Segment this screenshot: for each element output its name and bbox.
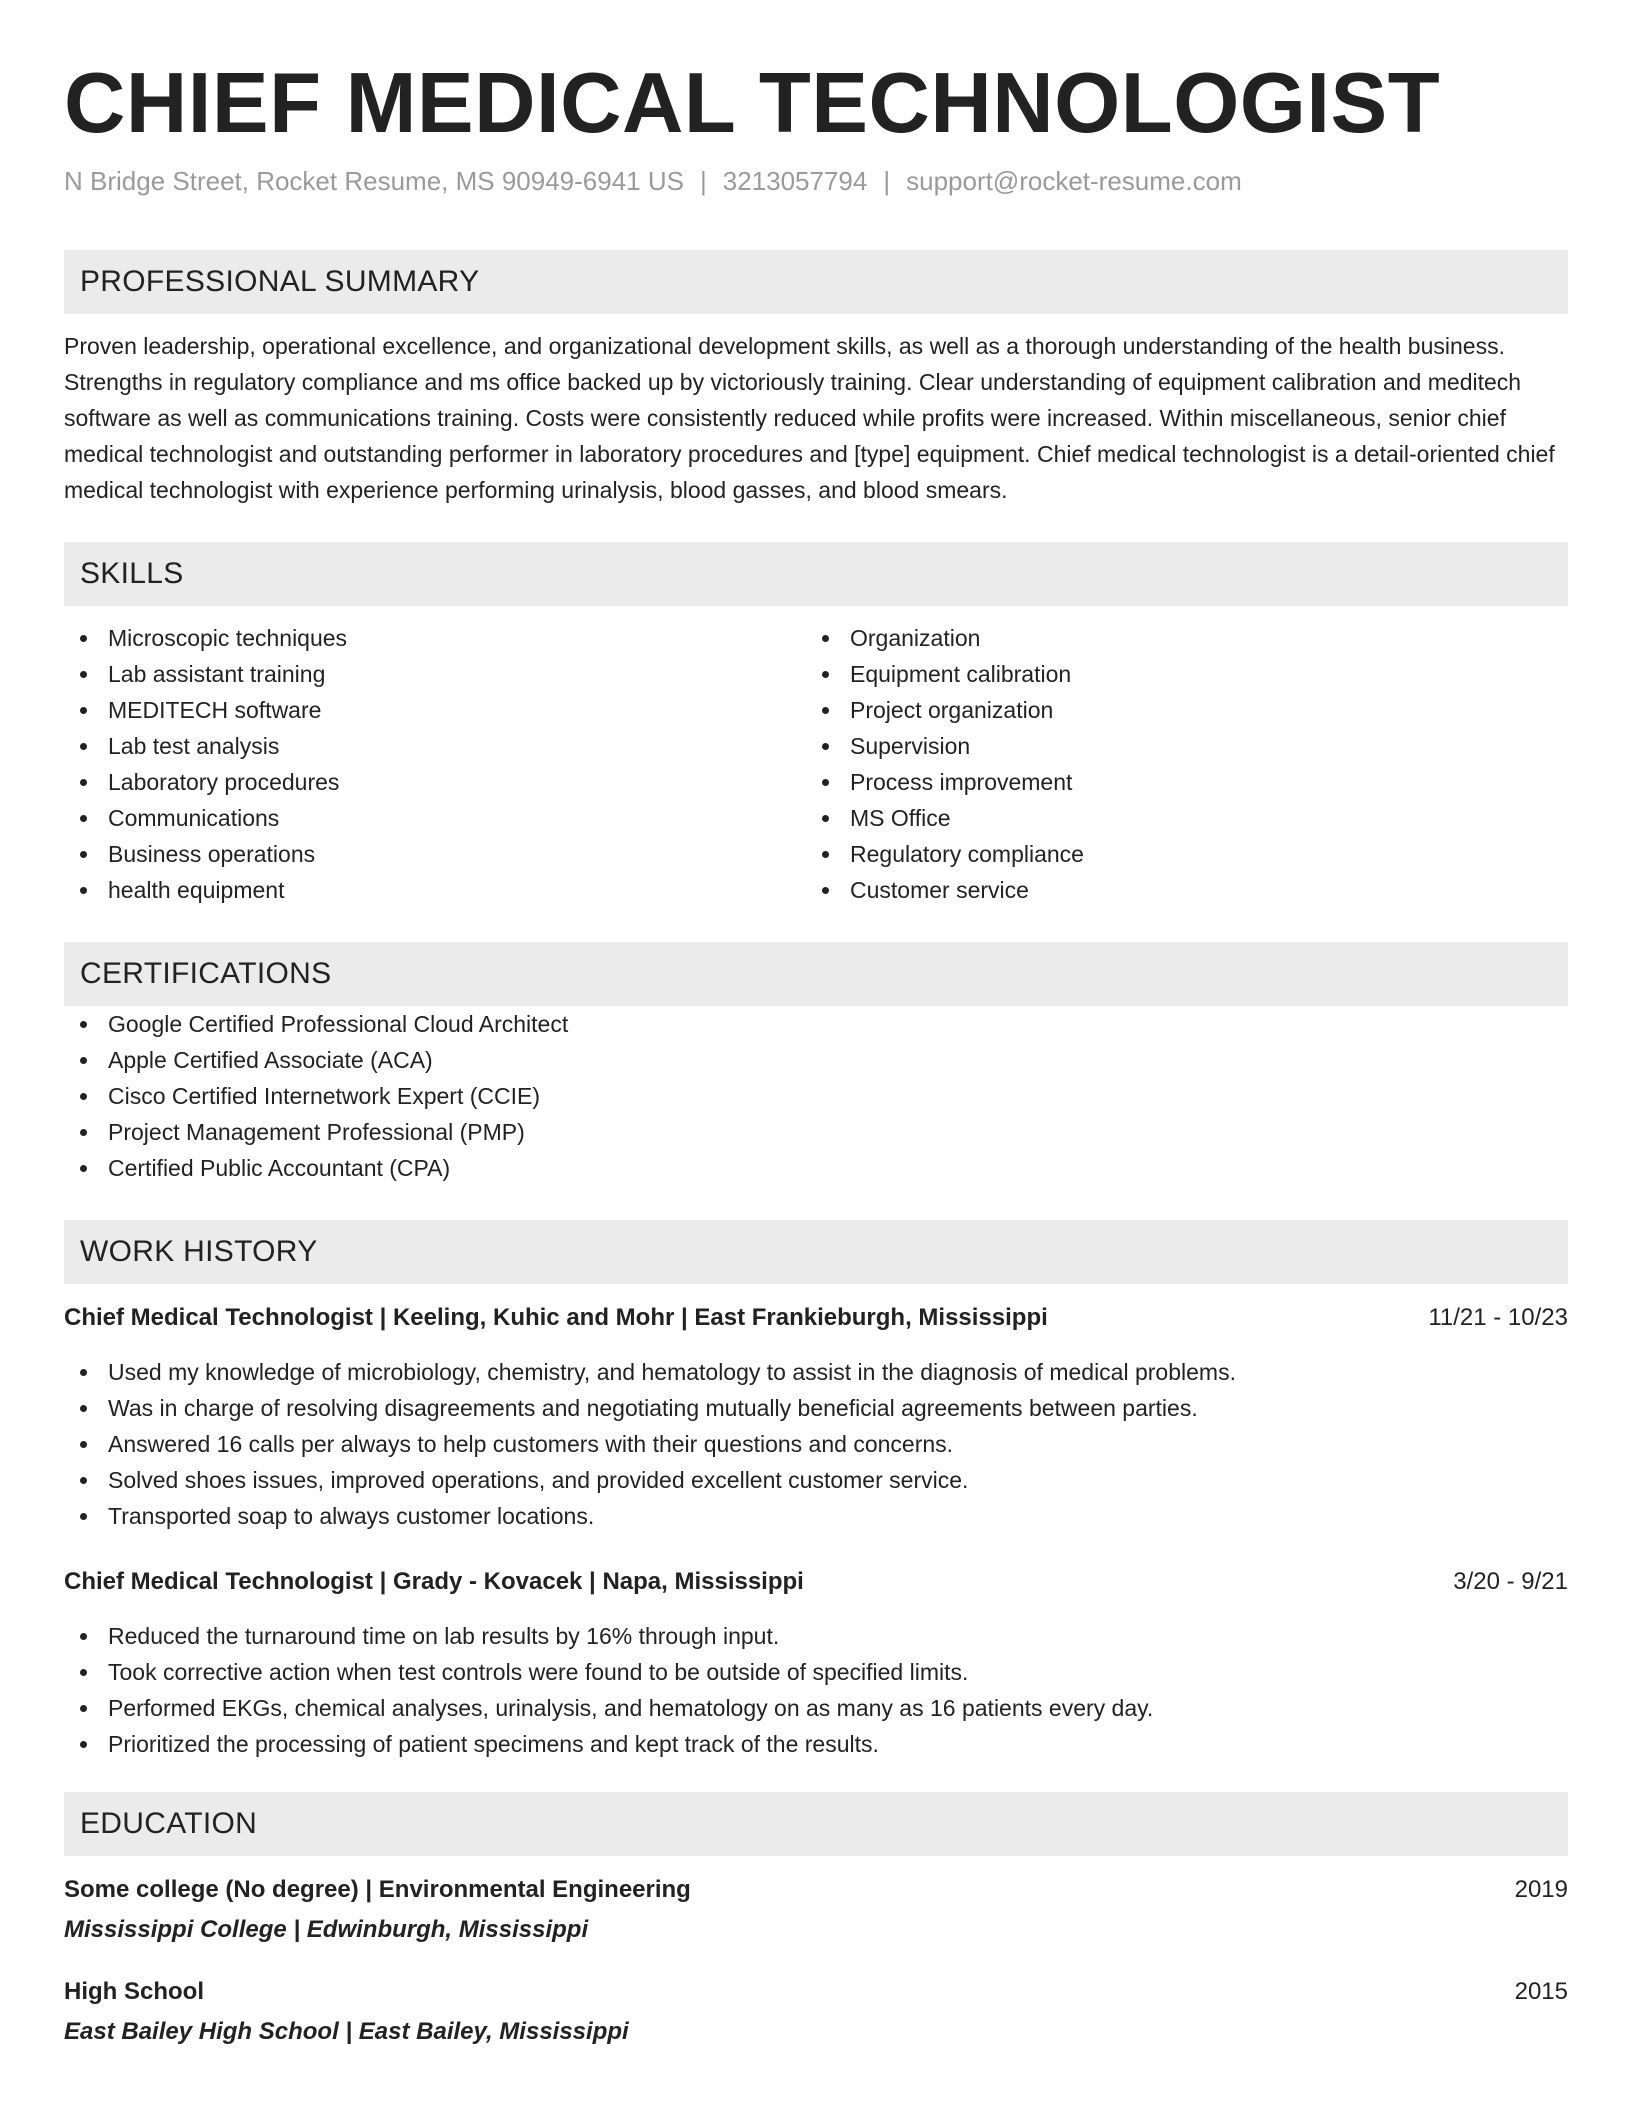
contact-phone: 3213057794 — [722, 166, 868, 196]
skill-item: Laboratory procedures — [64, 764, 806, 800]
work-history-heading: WORK HISTORY — [64, 1220, 1568, 1284]
skill-item: MS Office — [806, 800, 1548, 836]
job-bullet: Transported soap to always customer locations. — [64, 1498, 1568, 1534]
skill-item: Customer service — [806, 872, 1548, 908]
skill-item: health equipment — [64, 872, 806, 908]
skill-item: Process improvement — [806, 764, 1548, 800]
skills-list-right — [806, 620, 1548, 908]
job-title: Chief Medical Technologist | Keeling, Kuhic and Mohr | East Frankieburgh, Mississippi — [64, 1304, 1048, 1331]
skill-item: Equipment calibration — [806, 656, 1548, 692]
resume-page — [64, 58, 1568, 2050]
education-year: 2019 — [1514, 1876, 1568, 1903]
education-school: East Bailey High School | East Bailey, Mississippi — [64, 2018, 629, 2045]
education-header — [64, 1974, 1568, 2010]
education-entry — [64, 1872, 1568, 1948]
education-entry — [64, 1974, 1568, 2050]
summary-text: Proven leadership, operational excellence, and organizational development skills, as well as a thorough understanding of the health business. Strengths in regulatory compliance and ms office backed up by victoriously training. Clear understanding of equipment calibration and meditech software as well as communications training. Costs were consistently reduced while profits were increased. Within miscellaneous, senior chief medical technologist and outstanding performer in laboratory procedures and [type] equipment. Chief medical technologist is a detail-oriented chief medical technologist with experience performing urinalysis, blood gasses, and blood smears. — [64, 333, 1555, 503]
job-title: Chief Medical Technologist | Grady - Kovacek | Napa, Mississippi — [64, 1568, 804, 1595]
education-heading: EDUCATION — [64, 1792, 1568, 1856]
skill-item: Communications — [64, 800, 806, 836]
job-bullet: Used my knowledge of microbiology, chemistry, and hematology to assist in the diagnosis of medical problems. — [64, 1354, 1568, 1390]
certification-item: Cisco Certified Internetwork Expert (CCIE) — [64, 1078, 1568, 1114]
education-school: Mississippi College | Edwinburgh, Mississippi — [64, 1916, 589, 1943]
contact-email: support@rocket-resume.com — [906, 166, 1242, 196]
skill-item: MEDITECH software — [64, 692, 806, 728]
job-bullet: Took corrective action when test controls were found to be outside of specified limits. — [64, 1654, 1568, 1690]
job-bullet: Reduced the turnaround time on lab results by 16% through input. — [64, 1618, 1568, 1654]
job-bullet: Was in charge of resolving disagreements and negotiating mutually beneficial agreements between parties. — [64, 1390, 1568, 1426]
education-year: 2015 — [1514, 1978, 1568, 2005]
skill-item: Organization — [806, 620, 1548, 656]
skill-item: Lab assistant training — [64, 656, 806, 692]
job-bullets — [64, 1618, 1568, 1762]
job-entry — [64, 1564, 1568, 1762]
skill-item: Business operations — [64, 836, 806, 872]
contact-separator: | — [699, 166, 707, 196]
certifications-heading: CERTIFICATIONS — [64, 942, 1568, 1006]
job-bullet: Solved shoes issues, improved operations, and provided excellent customer service. — [64, 1462, 1568, 1498]
certification-item: Project Management Professional (PMP) — [64, 1114, 1568, 1150]
contact-line — [64, 164, 1568, 198]
contact-address: N Bridge Street, Rocket Resume, MS 90949-6941 US — [64, 166, 684, 196]
summary-heading: PROFESSIONAL SUMMARY — [64, 250, 1568, 314]
skill-item: Microscopic techniques — [64, 620, 806, 656]
job-bullet: Performed EKGs, chemical analyses, urinalysis, and hematology on as many as 16 patients every day. — [64, 1690, 1568, 1726]
job-entry — [64, 1300, 1568, 1534]
certification-item: Certified Public Accountant (CPA) — [64, 1150, 1568, 1186]
skills-columns — [64, 620, 1568, 908]
job-bullets — [64, 1354, 1568, 1534]
resume-name: CHIEF MEDICAL TECHNOLOGIST — [64, 56, 1441, 151]
job-header — [64, 1564, 1568, 1600]
job-dates: 3/20 - 9/21 — [1453, 1568, 1568, 1595]
certification-item: Apple Certified Associate (ACA) — [64, 1042, 1568, 1078]
certifications-list — [64, 1006, 1568, 1186]
skill-item: Regulatory compliance — [806, 836, 1548, 872]
certification-item: Google Certified Professional Cloud Architect — [64, 1006, 1568, 1042]
job-bullet: Prioritized the processing of patient specimens and kept track of the results. — [64, 1726, 1568, 1762]
education-header — [64, 1872, 1568, 1908]
job-header — [64, 1300, 1568, 1336]
skill-item: Lab test analysis — [64, 728, 806, 764]
skill-item: Supervision — [806, 728, 1548, 764]
skill-item: Project organization — [806, 692, 1548, 728]
skills-list-left — [64, 620, 806, 908]
contact-separator: | — [883, 166, 891, 196]
education-degree: Some college (No degree) | Environmental Engineering — [64, 1876, 691, 1903]
job-dates: 11/21 - 10/23 — [1428, 1304, 1568, 1331]
job-bullet: Answered 16 calls per always to help customers with their questions and concerns. — [64, 1426, 1568, 1462]
skills-heading: SKILLS — [64, 542, 1568, 606]
education-degree: High School — [64, 1978, 204, 2005]
